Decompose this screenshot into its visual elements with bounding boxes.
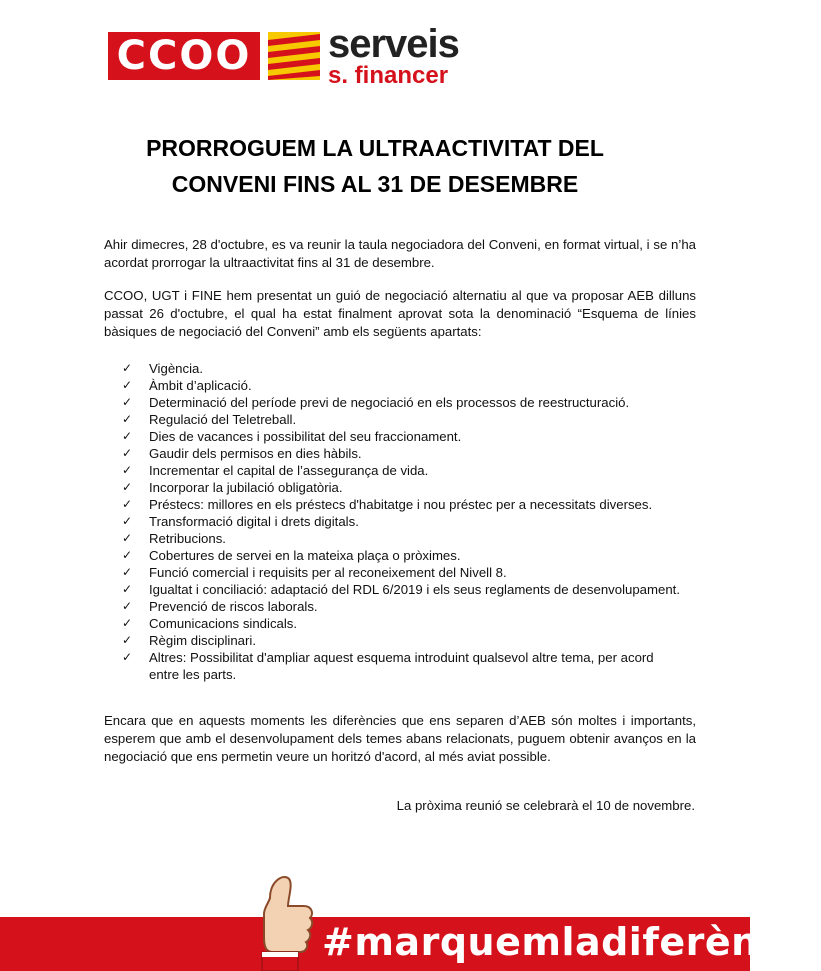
list-item (122, 377, 682, 394)
list-item-text: Préstecs: millores en els préstecs d'habitatge i nou préstec per a necessitats diverses. (149, 497, 653, 512)
list-item (122, 530, 682, 547)
list-item-text: Determinació del període previ de negociació en els processos de reestructuració. (149, 395, 630, 410)
list-item-text: Gaudir dels permisos en dies hàbils. (149, 446, 362, 461)
list-item (122, 598, 682, 615)
list-item (122, 360, 682, 377)
page-title (0, 130, 750, 202)
senyera-flag-icon (268, 32, 320, 80)
next-meeting-note: La pròxima reunió se celebrarà el 10 de novembre. (396, 798, 695, 813)
checkmark-icon: ✓ (122, 463, 133, 477)
list-item-text: Dies de vacances i possibilitat del seu fraccionament. (149, 429, 462, 444)
list-item-text: Règim disciplinari. (149, 633, 257, 648)
checkmark-icon: ✓ (122, 599, 133, 613)
checkmark-icon: ✓ (122, 514, 133, 528)
brand-serveis: serveis (328, 22, 459, 66)
list-item-text: Altres: Possibilitat d'ampliar aquest esquema introduint qualsevol altre tema, per acord entre les parts. (149, 650, 654, 682)
checkmark-icon: ✓ (122, 565, 133, 579)
checkmark-icon: ✓ (122, 616, 133, 630)
list-item-text: Cobertures de servei en la mateixa plaça o pròximes. (149, 548, 461, 563)
list-item (122, 615, 682, 632)
list-item (122, 581, 682, 598)
list-item-text: Prevenció de riscos laborals. (149, 599, 318, 614)
agenda-checklist (122, 360, 682, 683)
checkmark-icon: ✓ (122, 650, 133, 664)
list-item-text: Transformació digital i drets digitals. (149, 514, 359, 529)
checkmark-icon: ✓ (122, 582, 133, 596)
brand-financer: s. financer (328, 62, 449, 89)
list-item (122, 428, 682, 445)
checkmark-icon: ✓ (122, 633, 133, 647)
list-item (122, 547, 682, 564)
list-item (122, 394, 682, 411)
list-item-text: Regulació del Teletreball. (149, 412, 297, 427)
intro-paragraph: Ahir dimecres, 28 d'octubre, es va reunir la taula negociadora del Conveni, en format virtual, i se n’ha acordat prorrogar la ultraactivitat fins al 31 de desembre. (104, 237, 696, 270)
checkmark-icon: ✓ (122, 446, 133, 460)
list-item (122, 445, 682, 462)
list-item-text: Incorporar la jubilació obligatòria. (149, 480, 343, 495)
title-line-1: PRORROGUEM LA ULTRAACTIVITAT DEL (146, 135, 604, 161)
proposal-paragraph: CCOO, UGT i FINE hem presentat un guió de negociació alternatiu al que va proposar AEB dilluns passat 26 d'octubre, el qual ha estat finalment aprovat sota la denominació “Esquema de línies bàsiques de negociació del Conveni” amb els següents apartats: (104, 288, 696, 339)
ccoo-logo-box: CCOO (108, 32, 260, 80)
checkmark-icon: ✓ (122, 429, 133, 443)
checkmark-icon: ✓ (122, 548, 133, 562)
checkmark-icon: ✓ (122, 395, 133, 409)
checkmark-icon: ✓ (122, 378, 133, 392)
checkmark-icon: ✓ (122, 361, 133, 375)
list-item (122, 496, 682, 513)
list-item (122, 513, 682, 530)
closing-paragraph: Encara que en aquests moments les diferències que ens separen d’AEB són moltes i importants, esperem que amb el desenvolupament dels temes abans relacionats, puguem obtenir avanços en la negociació que ens permetin veure un horitzó d'acord, al més aviat possible. (104, 713, 696, 764)
list-item-text: Retribucions. (149, 531, 226, 546)
checkmark-icon: ✓ (122, 497, 133, 511)
checkmark-icon: ✓ (122, 531, 133, 545)
list-item (122, 411, 682, 428)
checkmark-icon: ✓ (122, 412, 133, 426)
title-line-2: CONVENI FINS AL 31 DE DESEMBRE (171, 171, 579, 197)
thumbs-up-icon (252, 868, 316, 971)
list-item (122, 479, 682, 496)
checkmark-icon: ✓ (122, 480, 133, 494)
footer-hashtag: #marquemladiferència (322, 920, 821, 964)
list-item-text: Vigència. (149, 361, 204, 376)
list-item-text: Funció comercial i requisits per al reconeixement del Nivell 8. (149, 565, 507, 580)
list-item (122, 632, 682, 649)
list-item (122, 564, 682, 581)
list-item-text: Àmbit d’aplicació. (149, 378, 252, 393)
list-item (122, 462, 682, 479)
list-item-text: Comunicacions sindicals. (149, 616, 298, 631)
list-item (122, 649, 682, 683)
list-item-text: Igualtat i conciliació: adaptació del RDL 6/2019 i els seus reglaments de desenvolupament. (149, 582, 680, 597)
list-item-text: Incrementar el capital de l’assegurança de vida. (149, 463, 429, 478)
